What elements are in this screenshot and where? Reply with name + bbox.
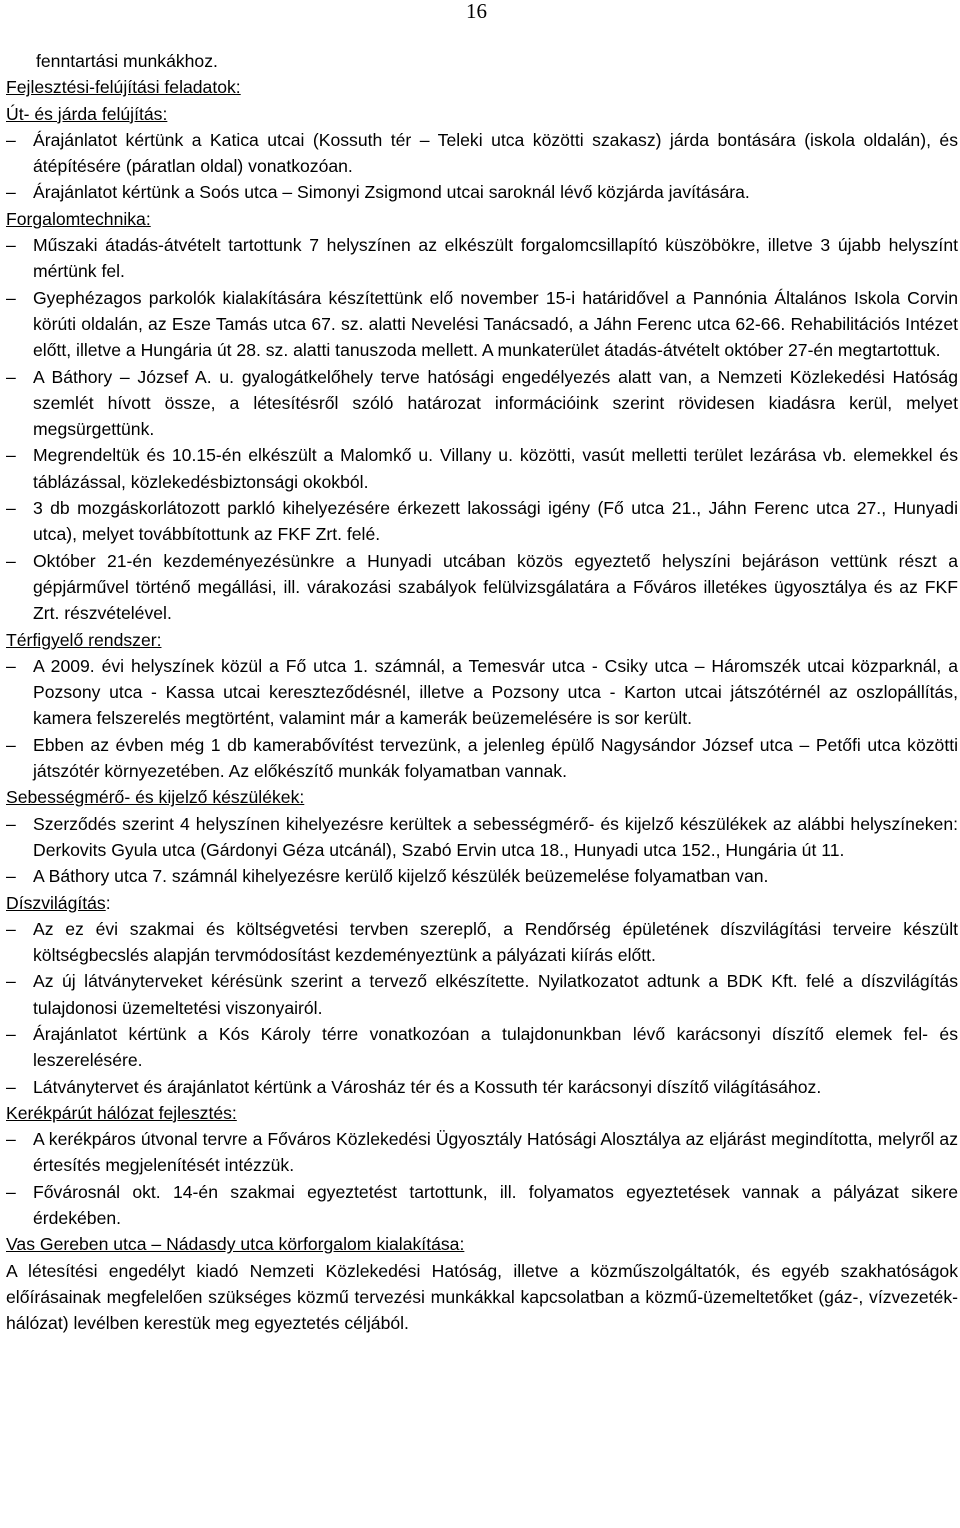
dash-marker-icon: – xyxy=(6,813,16,834)
bullet-list xyxy=(6,653,958,784)
list-item xyxy=(6,495,958,548)
list-item xyxy=(6,442,958,495)
section-heading: Vas Gereben utca – Nádasdy utca körforgalom kialakítása: xyxy=(6,1234,465,1255)
dash-marker-icon: – xyxy=(6,287,16,308)
section-paragraph: A létesítési engedélyt kiadó Nemzeti Közlekedési Hatóság, illetve a közműszolgáltatók, és egyéb szakhatóságok előírásainak megfelelően szükséges közmű tervezési munkákkal kapcsolatban a közmű-üzemeltetőket (gáz-, vízvezeték-hálózat) levélben kerestük meg egyeztetés céljából. xyxy=(6,1260,958,1334)
list-item-text: A Báthory – József A. u. gyalogátkelőhely terve hatósági engedélyezés alatt van, a Nemzeti Közlekedési Hatóság szemlét hívott össze, a létesítésről szóló határozat információink szerint rövidesen kiadásra kerül, melyet megsürgettünk. xyxy=(33,366,958,440)
bullet-list xyxy=(6,127,958,206)
list-item-text: Az új látványterveket kérésünk szerint a tervező elkészítette. Nyilatkozatot adtunk a BDK Kft. felé a díszvilágítás tulajdonosi üzemeltetési viszonyairól. xyxy=(33,971,958,1018)
section-heading: Kerékpárút hálózat fejlesztés: xyxy=(6,1102,237,1123)
list-item-text: Árajánlatot kértünk a Soós utca – Simonyi Zsigmond utcai saroknál lévő közjárda javítására. xyxy=(33,182,750,203)
list-item xyxy=(6,548,958,627)
list-item xyxy=(6,968,958,1021)
document-body xyxy=(6,48,958,1337)
list-item-text: A Báthory utca 7. számnál kihelyezésre kerülő kijelző készülék beüzemelése folyamatban van. xyxy=(33,866,769,887)
list-item xyxy=(6,364,958,443)
list-item-text: A kerékpáros útvonal tervre a Főváros Közlekedési Ügyosztály Hatósági Alosztálya az eljárást megindította, melyről az értesítés megjelenítését intézzük. xyxy=(33,1129,958,1176)
section-heading: Forgalomtechnika: xyxy=(6,208,151,229)
list-item xyxy=(6,232,958,285)
sections-container xyxy=(6,74,958,1336)
dash-marker-icon: – xyxy=(6,734,16,755)
dash-marker-icon: – xyxy=(6,1076,16,1097)
list-item xyxy=(6,732,958,785)
list-item-text: Fővárosnál okt. 14-én szakmai egyeztetést tartottunk, ill. folyamatos egyeztetések vannak a pályázat sikere érdekében. xyxy=(33,1181,958,1229)
dash-marker-icon: – xyxy=(6,866,16,887)
bullet-list xyxy=(6,811,958,890)
list-item xyxy=(6,811,958,864)
list-item-text: Az ez évi szakmai és költségvetési tervben szereplő, a Rendőrség épületének díszvilágítási terveire készült költségbecslés alapján tervmódosítást kezdeményeztünk a pályázati kiírás előtt. xyxy=(33,918,958,966)
section-heading: Térfigyelő rendszer: xyxy=(6,629,162,650)
section-heading: Sebességmérő- és kijelző készülékek: xyxy=(6,787,305,808)
dash-marker-icon: – xyxy=(6,550,16,571)
list-item-text: Ebben az évben még 1 db kamerabővítést tervezünk, a jelenleg épülő Nagysándor József utca – Petőfi utca közötti játszótér környezetében. Az előkészítő munkák folyamatban vannak. xyxy=(33,734,958,782)
list-item xyxy=(6,1179,958,1232)
list-item-text: Látványtervet és árajánlatot kértünk a Városház tér és a Kossuth tér karácsonyi díszítő világításához. xyxy=(33,1076,822,1097)
list-item xyxy=(6,127,958,180)
bullet-list xyxy=(6,916,958,1100)
dash-marker-icon: – xyxy=(6,445,16,466)
dash-marker-icon: – xyxy=(6,1023,16,1044)
list-item xyxy=(6,1074,958,1100)
section-heading: Fejlesztési-felújítási feladatok: xyxy=(6,77,241,98)
dash-marker-icon: – xyxy=(6,1181,16,1202)
list-item-text: Műszaki átadás-átvételt tartottunk 7 helyszínen az elkészült forgalomcsillapító küszöbökre, illetve 3 újabb helyszínt mértünk fel. xyxy=(33,235,958,282)
list-item-text: Gyephézagos parkolók kialakítására készítettünk elő november 15-i határidővel a Pannónia Általános Iskola Corvin körúti oldalán, az Esze Tamás utca 67. sz. alatti Nevelési Tanácsadó, a Jáhn Ferenc utca 62-66. Rehabilitációs Intézet előtt, illetve a Hungária út 28. sz. alatti tanuszoda mellett. A munkaterület átadás-átvételt október 27-én megtartottuk. xyxy=(33,287,958,361)
list-item xyxy=(6,863,958,889)
bullet-list xyxy=(6,1126,958,1231)
dash-marker-icon: – xyxy=(6,366,16,387)
dash-marker-icon: – xyxy=(6,655,16,676)
dash-marker-icon: – xyxy=(6,182,16,203)
list-item-text: A 2009. évi helyszínek közül a Fő utca 1. számnál, a Temesvár utca - Csiky utca – Háromszék utcai közparknál, a Pozsony utca - Kassa utcai kereszteződésnél, illetve a Pozsony utca - Karton utcai játszótérnél az oszlopállítás, kamera felszerelés megtörtént, valamint már a kamerák beüzemelésére is sor került. xyxy=(33,655,958,729)
dash-marker-icon: – xyxy=(6,235,16,256)
dash-marker-icon: – xyxy=(6,971,16,992)
dash-marker-icon: – xyxy=(6,918,16,939)
list-item xyxy=(6,916,958,969)
page-number: 16 xyxy=(466,0,487,23)
dash-marker-icon: – xyxy=(6,129,16,150)
section-heading xyxy=(6,890,958,916)
bullet-list xyxy=(6,232,958,626)
section-heading-suffix: : xyxy=(105,892,111,913)
list-item xyxy=(6,1126,958,1179)
section-heading-text: Díszvilágítás xyxy=(6,892,106,913)
section-heading: Út- és járda felújítás: xyxy=(6,103,168,124)
list-item-text: Szerződés szerint 4 helyszínen kihelyezésre kerültek a sebességmérő- és kijelző készülékek az alábbi helyszíneken: Derkovits Gyula utca (Gárdonyi Géza utcánál), Szabó Ervin utca 18., Hunyadi utca 152., Hungária út 11. xyxy=(33,813,958,860)
list-item xyxy=(6,653,958,732)
list-item-text: Október 21-én kezdeményezésünkre a Hunyadi utcában közös egyeztető helyszíni bejáráson vettünk részt a gépjárművel történő megállási, ill. várakozási szabályok felülvizsgálatára a Főváros illetékes ügyosztálya és az FKF Zrt. részvételével. xyxy=(33,550,958,624)
list-item-text: 3 db mozgáskorlátozott parkló kihelyezésére érkezett lakossági igény (Fő utca 21., Jáhn Ferenc utca 27., Hunyadi utca), melyet továbbítottunk az FKF Zrt. felé. xyxy=(33,498,958,545)
list-item-text: Árajánlatot kértünk a Katica utcai (Kossuth tér – Teleki utca közötti szakasz) járda bontására (iskola oldalán), és átépítésére (páratlan oldal) vonatkozóan. xyxy=(33,129,958,177)
dash-marker-icon: – xyxy=(6,498,16,519)
list-item xyxy=(6,179,958,205)
list-item xyxy=(6,285,958,364)
list-item-text: Árajánlatot kértünk a Kós Károly térre vonatkozóan a tulajdonunkban lévő karácsonyi díszítő elemek fel- és leszerelésére. xyxy=(33,1023,958,1071)
intro-line: fenntartási munkákhoz. xyxy=(36,51,218,71)
list-item-text: Megrendeltük és 10.15-én elkészült a Malomkő u. Villany u. közötti, vasút melletti terület lezárása vb. elemekkel és táblázással, közlekedésbiztonsági okokból. xyxy=(33,445,958,492)
dash-marker-icon: – xyxy=(6,1129,16,1150)
list-item xyxy=(6,1021,958,1074)
